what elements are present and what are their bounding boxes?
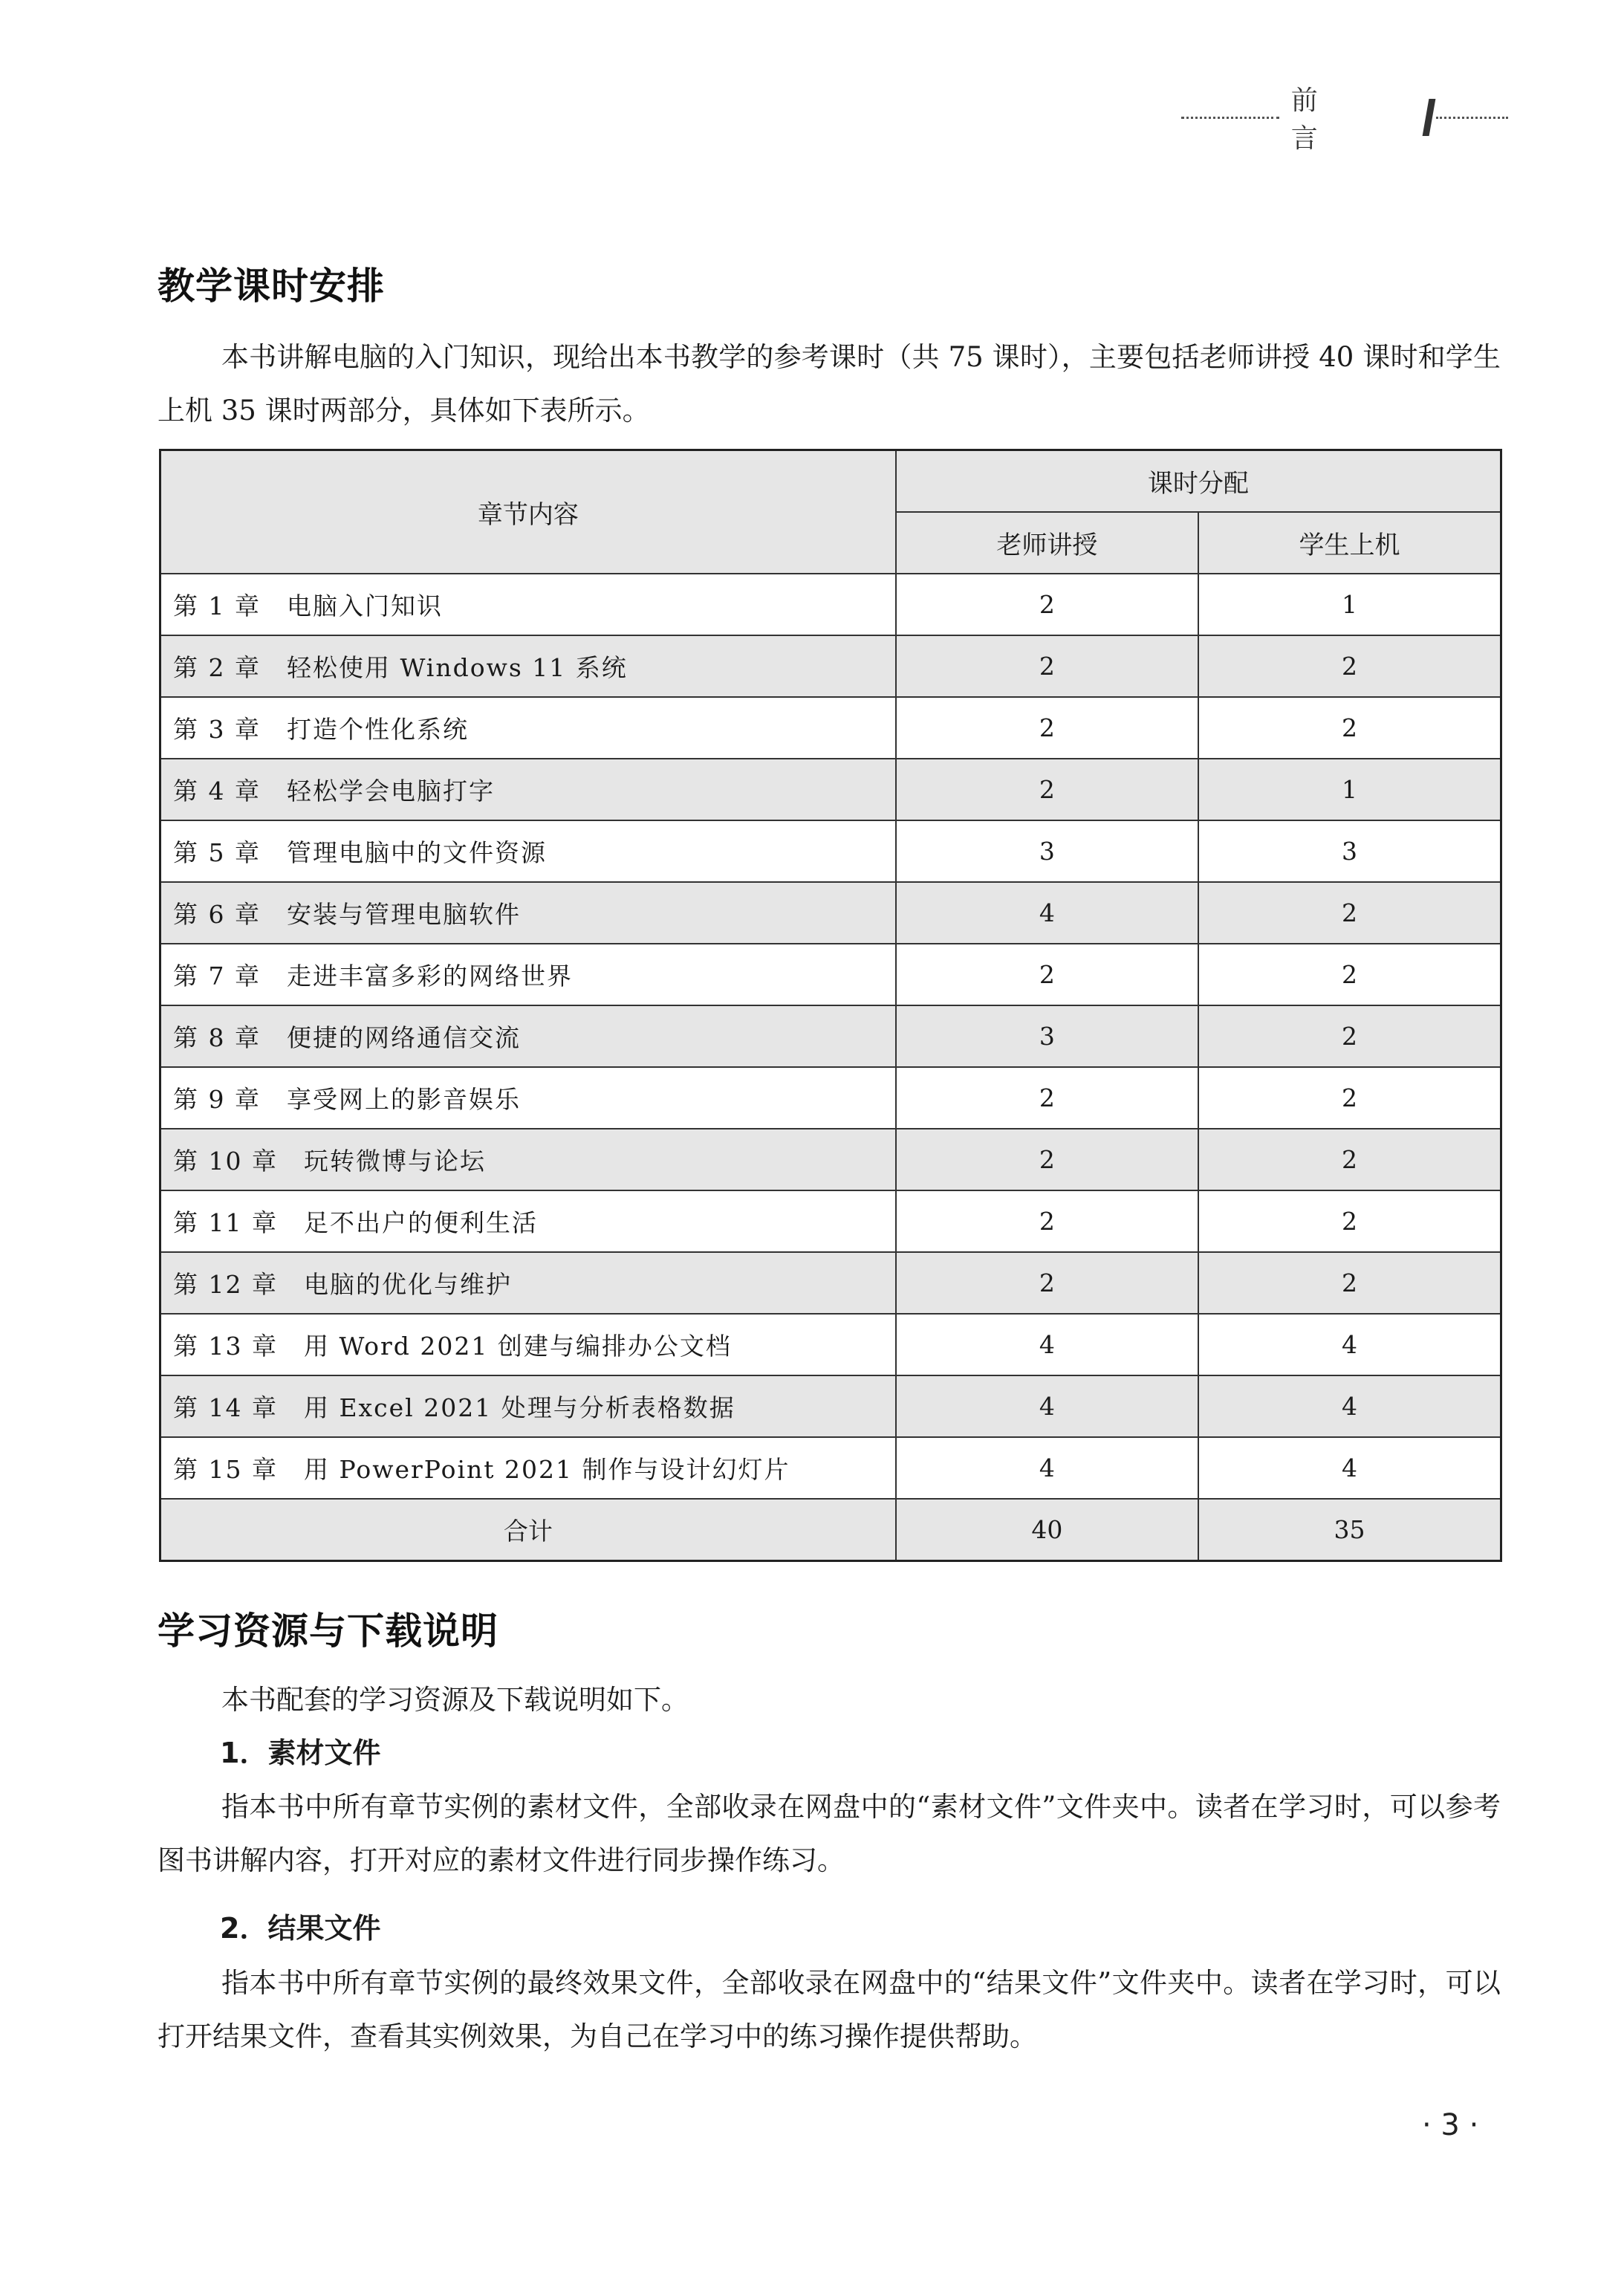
- table-row: [160, 1314, 1501, 1375]
- running-header: [1181, 85, 1508, 154]
- table-row: [160, 1437, 1501, 1499]
- chapter-cell: 第 1 章 电脑入门知识: [160, 574, 896, 635]
- table-row: [160, 1190, 1501, 1252]
- student-hours-cell: 4: [1198, 1437, 1501, 1499]
- teacher-hours-cell: 3: [896, 820, 1198, 882]
- teacher-hours-cell: 3: [896, 1005, 1198, 1067]
- chapter-cell: 第 6 章 安装与管理电脑软件: [160, 882, 896, 944]
- student-hours-cell: 2: [1198, 697, 1501, 759]
- student-hours-cell: 2: [1198, 1252, 1501, 1314]
- table-row: [160, 635, 1501, 697]
- teacher-hours-cell: 2: [896, 944, 1198, 1005]
- teacher-hours-cell: 2: [896, 759, 1198, 820]
- header-teacher: 老师讲授: [896, 512, 1198, 574]
- student-hours-cell: 2: [1198, 1129, 1501, 1190]
- student-hours-cell: 2: [1198, 944, 1501, 1005]
- student-hours-cell: 2: [1198, 635, 1501, 697]
- student-hours-cell: 2: [1198, 1067, 1501, 1129]
- teacher-hours-cell: 2: [896, 1190, 1198, 1252]
- chapter-cell: 第 7 章 走进丰富多彩的网络世界: [160, 944, 896, 1005]
- table-row: [160, 1005, 1501, 1067]
- table-row: [160, 944, 1501, 1005]
- teacher-hours-cell: 2: [896, 697, 1198, 759]
- teacher-hours-cell: 2: [896, 574, 1198, 635]
- item2-title: 2．结果文件: [220, 1912, 381, 1945]
- chapter-cell: 第 15 章 用 PowerPoint 2021 制作与设计幻灯片: [160, 1437, 896, 1499]
- total-student: 35: [1198, 1499, 1501, 1561]
- chapter-cell: 第 3 章 打造个性化系统: [160, 697, 896, 759]
- teacher-hours-cell: 4: [896, 1314, 1198, 1375]
- section-title-schedule: 教学课时安排: [157, 265, 385, 308]
- chapter-cell: 第 5 章 管理电脑中的文件资源: [160, 820, 896, 882]
- chapter-cell: 第 8 章 便捷的网络通信交流: [160, 1005, 896, 1067]
- table-row: [160, 1067, 1501, 1129]
- header-dotted-line-right: [1436, 117, 1508, 119]
- header-title: 前 言: [1290, 85, 1360, 154]
- student-hours-cell: 3: [1198, 820, 1501, 882]
- table-row: [160, 1375, 1501, 1437]
- schedule-table: [159, 449, 1502, 1562]
- total-label: 合计: [160, 1499, 896, 1561]
- table-row: [160, 882, 1501, 944]
- header-hours-allocation: 课时分配: [896, 450, 1501, 513]
- table-row: [160, 820, 1501, 882]
- page-number: · 3 ·: [1422, 2108, 1479, 2142]
- student-hours-cell: 1: [1198, 759, 1501, 820]
- header-dotted-line-left: [1181, 117, 1279, 119]
- teacher-hours-cell: 4: [896, 882, 1198, 944]
- resources-intro: 本书配套的学习资源及下载说明如下。: [221, 1684, 689, 1716]
- teacher-hours-cell: 4: [896, 1375, 1198, 1437]
- chapter-cell: 第 4 章 轻松学会电脑打字: [160, 759, 896, 820]
- table-row: [160, 697, 1501, 759]
- chapter-cell: 第 14 章 用 Excel 2021 处理与分析表格数据: [160, 1375, 896, 1437]
- student-hours-cell: 4: [1198, 1314, 1501, 1375]
- header-student: 学生上机: [1198, 512, 1501, 574]
- chapter-cell: 第 11 章 足不出户的便利生活: [160, 1190, 896, 1252]
- item1-text: 指本书中所有章节实例的素材文件，全部收录在网盘中的“素材文件”文件夹中。读者在学习时，可以参考图书讲解内容，打开对应的素材文件进行同步操作练习。: [157, 1791, 1501, 1876]
- chapter-cell: 第 13 章 用 Word 2021 创建与编排办公文档: [160, 1314, 896, 1375]
- teacher-hours-cell: 2: [896, 1067, 1198, 1129]
- chapter-cell: 第 2 章 轻松使用 Windows 11 系统: [160, 635, 896, 697]
- student-hours-cell: 1: [1198, 574, 1501, 635]
- teacher-hours-cell: 4: [896, 1437, 1198, 1499]
- table-row: [160, 1252, 1501, 1314]
- header-chapter-content: 章节内容: [160, 450, 896, 574]
- section-title-resources: 学习资源与下载说明: [157, 1610, 498, 1653]
- teacher-hours-cell: 2: [896, 635, 1198, 697]
- chapter-cell: 第 10 章 玩转微博与论坛: [160, 1129, 896, 1190]
- schedule-intro: 本书讲解电脑的入门知识，现给出本书教学的参考课时（共 75 课时），主要包括老师讲授 40 课时和学生上机 35 课时两部分，具体如下表所示。: [157, 341, 1501, 427]
- student-hours-cell: 2: [1198, 1190, 1501, 1252]
- student-hours-cell: 2: [1198, 1005, 1501, 1067]
- student-hours-cell: 2: [1198, 882, 1501, 944]
- item2-text: 指本书中所有章节实例的最终效果文件，全部收录在网盘中的“结果文件”文件夹中。读者在学习时，可以打开结果文件，查看其实例效果，为自己在学习中的练习操作提供帮助。: [157, 1967, 1501, 2052]
- table-row: [160, 574, 1501, 635]
- chapter-cell: 第 12 章 电脑的优化与维护: [160, 1252, 896, 1314]
- student-hours-cell: 4: [1198, 1375, 1501, 1437]
- teacher-hours-cell: 2: [896, 1129, 1198, 1190]
- item1-title: 1．素材文件: [220, 1737, 381, 1769]
- teacher-hours-cell: 2: [896, 1252, 1198, 1314]
- table-row: [160, 1129, 1501, 1190]
- chapter-cell: 第 9 章 享受网上的影音娱乐: [160, 1067, 896, 1129]
- table-row: [160, 759, 1501, 820]
- total-teacher: 40: [896, 1499, 1198, 1561]
- total-row: [160, 1499, 1501, 1561]
